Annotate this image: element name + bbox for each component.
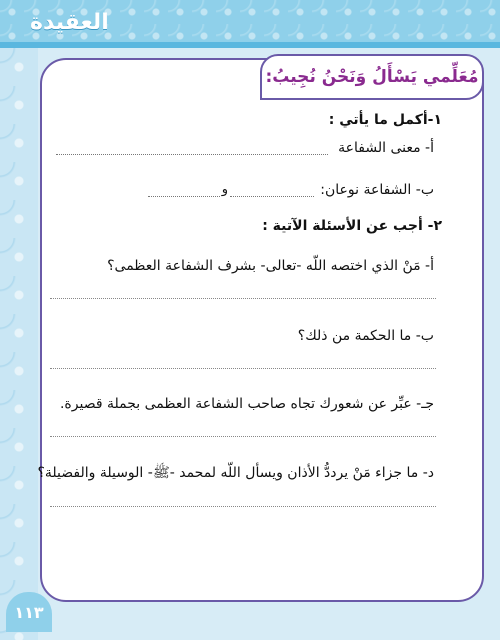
section-title: العقيدة <box>30 10 109 35</box>
answer-blank-1b-first[interactable] <box>230 196 314 197</box>
question-1b: ب- الشفاعة نوعان: <box>320 182 434 198</box>
answer-blank-1b-second[interactable] <box>148 196 220 197</box>
question-2c: جـ- عبِّر عن شعورك تجاه صاحب الشفاعة العظمى بجملة قصيرة. <box>59 396 434 412</box>
section-tag <box>260 54 484 100</box>
answer-line-2d[interactable] <box>50 506 436 507</box>
answer-line-2c[interactable] <box>50 436 436 437</box>
page-number: ١١٣ <box>6 592 52 632</box>
header-band <box>0 0 500 48</box>
question-2-title: ٢- أجب عن الأسئلة الآتية : <box>262 218 442 234</box>
question-2d: د- ما جزاء مَنْ يرددُّ الأذان ويسأل اللّه لمحمد -ﷺ- الوسيلة والفضيلة؟ <box>37 465 434 481</box>
answer-blank-1a[interactable] <box>56 154 328 155</box>
left-decorative-strip <box>0 48 38 640</box>
question-1b-and: و <box>221 182 228 197</box>
tag-title: مُعَلِّمي يَسْأَلُ وَنَحْنُ نُجِيبُ: <box>265 67 479 87</box>
answer-line-2a[interactable] <box>50 298 436 299</box>
question-2b: ب- ما الحكمة من ذلك؟ <box>297 328 434 344</box>
answer-line-2b[interactable] <box>50 368 436 369</box>
question-1a: أ- معنى الشفاعة <box>338 140 434 156</box>
question-2a: أ- مَنْ الذي اختصه اللّه -تعالى- بشرف الشفاعة العظمى؟ <box>107 258 434 274</box>
question-1-title: ١-أكمل ما يأتي : <box>328 112 442 128</box>
